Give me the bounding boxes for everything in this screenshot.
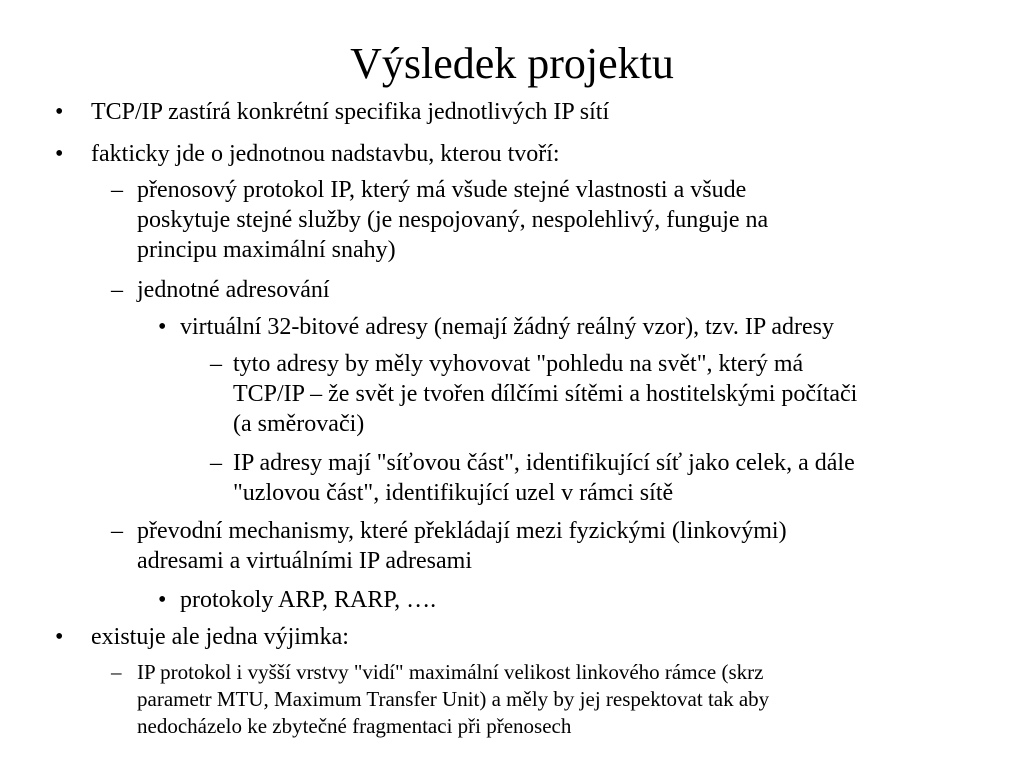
- level4-bullet-text: tyto adresy by měly vyhovovat "pohledu na svět", který má TCP/IP – že svět je tvořen dílčími sítěmi a hostitelskými počítači (a směrovači): [233, 351, 858, 437]
- dash-icon: –: [210, 351, 222, 377]
- dash-icon: –: [111, 518, 123, 544]
- bullet-text: fakticky jde o jednotnou nadstavbu, kterou tvoří:: [91, 141, 560, 167]
- sub-bullet-text: jednotné adresování: [137, 277, 330, 303]
- dash-icon: –: [111, 277, 123, 303]
- dash-icon: –: [210, 450, 222, 476]
- dash-icon: –: [111, 177, 123, 203]
- bullet-disc-icon: •: [55, 99, 64, 125]
- bullet-text: TCP/IP zastírá konkrétní specifika jednotlivých IP sítí: [91, 99, 610, 125]
- dash-icon: –: [111, 660, 122, 684]
- sub-bullet-text: IP protokol i vyšší vrstvy "vidí" maximální velikost linkového rámce (skrz parametr MTU, Maximum Transfer Unit) a měly by jej respektovat tak aby nedocházelo ke zbytečné fragmentaci při přenosech: [137, 660, 770, 738]
- bullet-text: existuje ale jedna výjimka:: [91, 624, 349, 650]
- bullet-disc-icon: •: [55, 624, 64, 650]
- sub-sub-bullet-text: virtuální 32-bitové adresy (nemají žádný reálný vzor), tzv. IP adresy: [180, 314, 834, 340]
- bullet-disc-icon: •: [55, 141, 64, 167]
- level4-bullet-text: IP adresy mají "síťovou část", identifikující síť jako celek, a dále "uzlovou část", identifikující uzel v rámci sítě: [233, 450, 855, 506]
- sub-bullet-text: přenosový protokol IP, který má všude stejné vlastnosti a všude poskytuje stejné služby (je nespojovaný, nespolehlivý, funguje na principu maximální snahy): [137, 177, 769, 263]
- bullet-disc-icon: •: [158, 587, 167, 613]
- slide-title: Výsledek projektu: [350, 39, 674, 88]
- bullet-disc-icon: •: [158, 314, 167, 340]
- sub-sub-bullet-text: protokoly ARP, RARP, ….: [180, 587, 437, 613]
- sub-bullet-text: převodní mechanismy, které překládají mezi fyzickými (linkovými) adresami a virtuálními IP adresami: [137, 518, 787, 574]
